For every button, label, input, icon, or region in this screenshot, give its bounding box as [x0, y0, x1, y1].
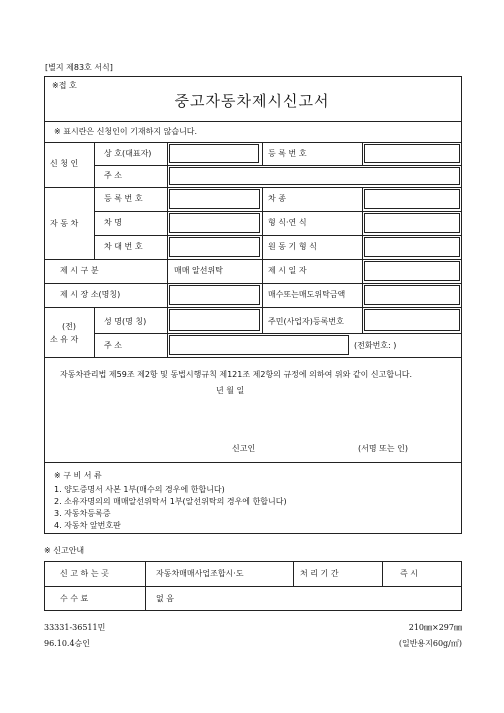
declaration-signer: 신고인 [232, 444, 256, 453]
presentation-place-field[interactable] [169, 285, 260, 305]
page-title: 중고자동차제시신고서 [174, 92, 330, 110]
owner-name-field[interactable] [169, 309, 260, 331]
document-item: 1. 양도증명서 사본 1부(매수의 경우에 한합니다) [54, 485, 225, 494]
vehicle-model-year-label: 형 식·연 식 [268, 218, 307, 227]
documents-heading: ※ 구 비 서 류 [54, 471, 102, 480]
owner-section-label-2: 소 유 자 [50, 335, 79, 344]
presentation-amount-label: 매수또는매도위탁금액 [268, 290, 346, 299]
vehicle-engine-label: 원 동 기 형 식 [268, 242, 317, 251]
owner-id-label: 주민(사업자)등록번호 [268, 317, 344, 326]
owner-phone-label: (전화번호: ) [354, 341, 397, 350]
document-item: 2. 소유자명의의 매매알선위탁서 1부(알선위탁의 경우에 한합니다) [54, 497, 287, 506]
vehicle-chassis-label: 차 대 번 호 [104, 242, 143, 251]
presentation-amount-field[interactable] [364, 285, 460, 305]
vehicle-model-year-field[interactable] [364, 213, 460, 233]
guide-period-label: 처 리 기 간 [300, 569, 339, 578]
presentation-place-label: 제 시 장 소(명칭) [60, 290, 121, 299]
vehicle-chassis-field[interactable] [169, 237, 260, 257]
owner-name-label: 성 명(명 칭) [104, 317, 147, 326]
vehicle-reg-no-field[interactable] [169, 189, 260, 209]
receipt-no-label: ※접 호 [52, 81, 77, 90]
presentation-type-value: 매매 알선위탁 [174, 266, 223, 275]
owner-section-label-1: (전) [62, 322, 76, 331]
vehicle-type-label: 차 종 [268, 194, 286, 203]
guide-fee-label: 수 수 료 [60, 594, 89, 603]
owner-address-label: 주 소 [104, 341, 122, 350]
vehicle-engine-field[interactable] [364, 237, 460, 257]
declaration-date-line: 년 월 일 [216, 386, 245, 395]
vehicle-name-field[interactable] [169, 213, 260, 233]
guide-office-value: 자동차매매사업조합시·도 [156, 569, 244, 578]
owner-address-field[interactable] [169, 335, 349, 355]
presentation-date-field[interactable] [364, 261, 460, 281]
applicant-address-field[interactable] [169, 167, 460, 185]
applicant-name-label: 상 호(대표자) [104, 149, 152, 158]
vehicle-reg-no-label: 등 록 번 호 [104, 194, 143, 203]
presentation-date-label: 제 시 일 자 [268, 266, 307, 275]
form-number: [별지 제83호 서식] [45, 63, 113, 72]
document-item: 3. 자동차등록증 [54, 509, 111, 518]
guide-fee-value: 없 음 [156, 594, 174, 603]
guide-heading: ※ 신고안내 [44, 546, 85, 555]
guide-period-value: 즉 시 [400, 569, 418, 578]
presentation-type-label: 제 시 구 분 [60, 266, 99, 275]
vehicle-name-label: 차 명 [104, 218, 122, 227]
footer-approval: 96.10.4승인 [44, 639, 90, 648]
declaration-signature: (서명 또는 인) [358, 444, 408, 453]
notice-text: ※ 표시란은 신청인이 기재하지 않습니다. [54, 127, 198, 136]
applicant-reg-no-label: 등 록 번 호 [268, 149, 307, 158]
document-item: 4. 자동차 앞번호판 [54, 521, 121, 530]
declaration-text: 자동차관리법 제59조 제2항 및 동법시행규칙 제121조 제2항의 규정에 의하여 위와 같이 신고합니다. [60, 370, 413, 379]
applicant-section-label: 신 청 인 [50, 159, 79, 168]
guide-office-label: 신 고 하 는 곳 [60, 569, 109, 578]
owner-id-field[interactable] [364, 309, 460, 331]
footer-code: 33331-36511민 [44, 623, 106, 632]
footer-size: 210㎜×297㎜ [408, 623, 462, 632]
vehicle-section-label: 자 동 차 [50, 219, 79, 228]
vehicle-type-field[interactable] [364, 189, 460, 209]
applicant-reg-no-field[interactable] [364, 144, 460, 163]
footer-paper: (일반용지60g/㎡) [398, 639, 462, 648]
applicant-address-label: 주 소 [104, 171, 122, 180]
applicant-name-field[interactable] [169, 144, 259, 163]
